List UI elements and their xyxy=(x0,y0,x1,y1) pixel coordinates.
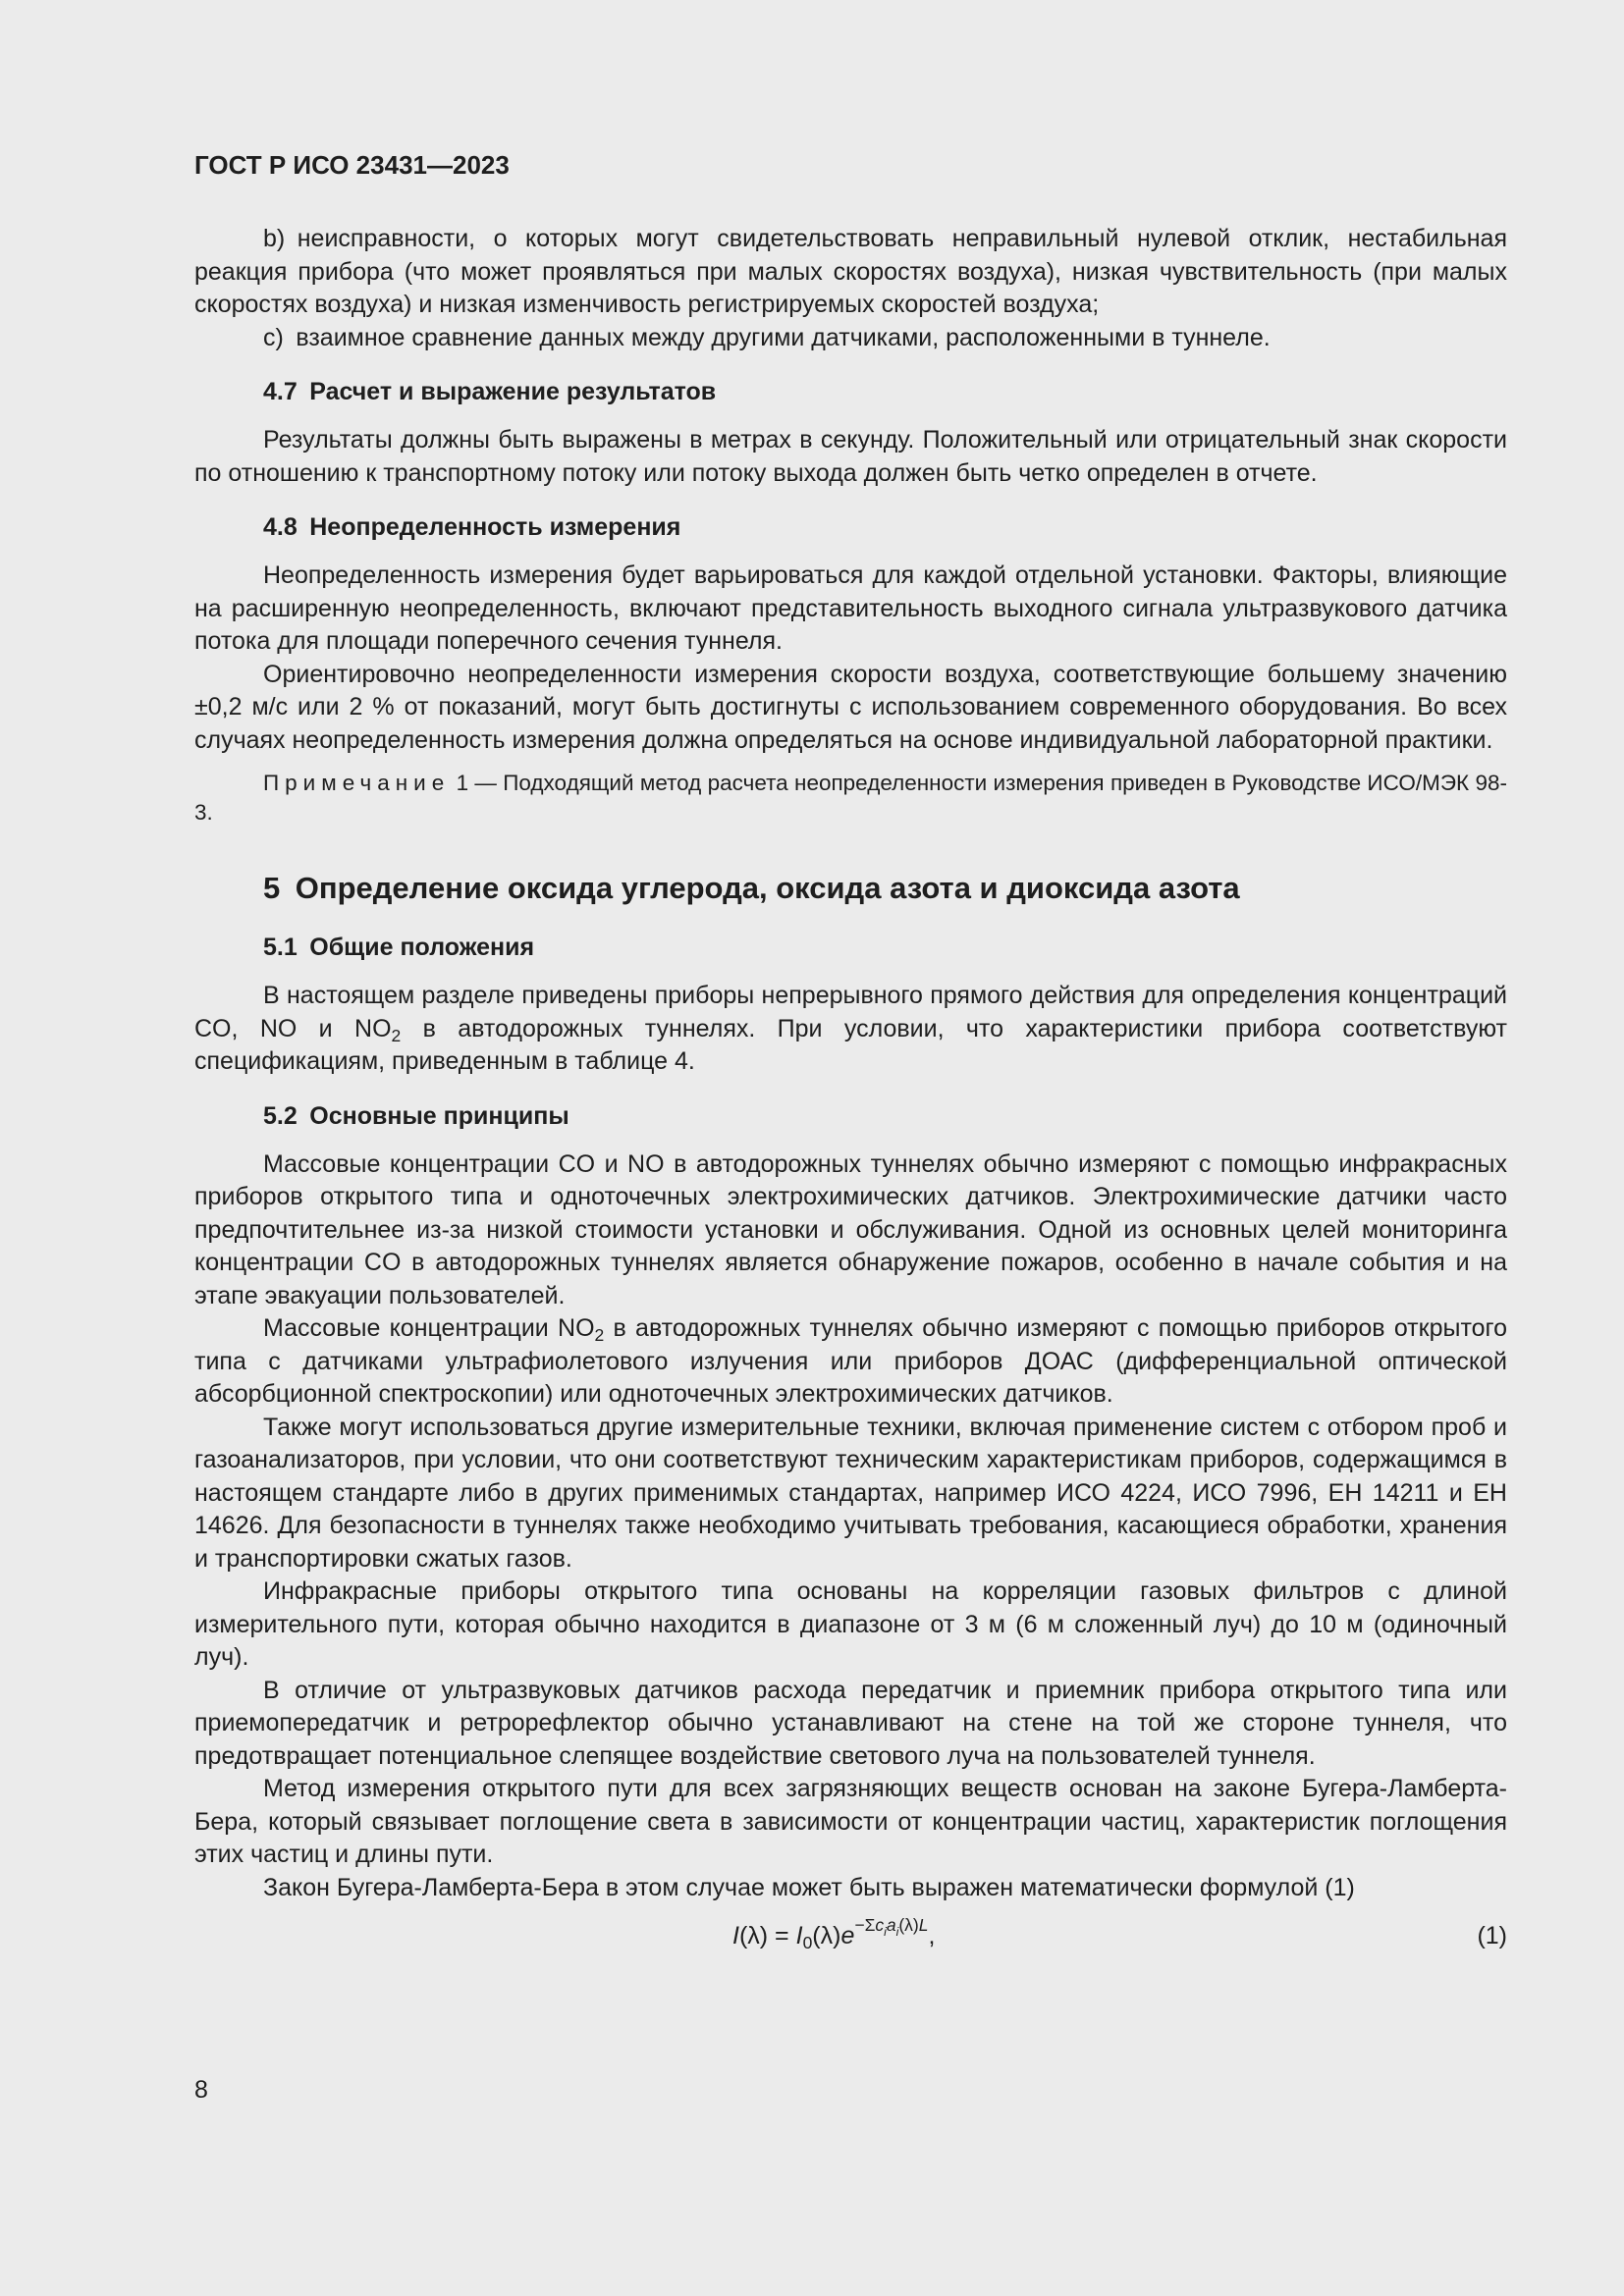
paragraph: Закон Бугера-Ламберта-Бера в этом случае может быть выражен математически формулой (1) xyxy=(263,1873,1355,1901)
formula-number: (1) xyxy=(1477,1922,1507,1949)
paragraph: Неопределенность измерения будет варьироваться для каждой отдельной установки. Факторы, влияющие на расширенную неопределенность, включают представительность выходного сигнала ультразвукового датчика потока для площади поперечного сечения туннеля. xyxy=(194,561,1507,655)
section-heading-5-2: 5.2 Основные принципы xyxy=(263,1101,569,1130)
paragraph: Результаты должны быть выражены в метрах в секунду. Положительный или отрицательный знак скорости по отношению к транспортному потоку или потоку выхода должен быть четко определен в отчете. xyxy=(194,426,1507,487)
page-content xyxy=(194,145,1507,1957)
list-item-c: c) взаимное сравнение данных между другими датчиками, расположенными в туннеле. xyxy=(263,323,1271,351)
note xyxy=(194,769,1507,828)
paragraph: Массовые концентрации CO и NO в автодорожных туннелях обычно измеряют с помощью инфракрасных приборов открытого типа и одноточечных электрохимических датчиков. Электрохимические датчики часто предпочтительнее из-за низкой стоимости установки и обслуживания. Одной из основных целей мониторинга концентрации CO в автодорожных туннелях является обнаружение пожаров, особенно в начале события и на этапе эвакуации пользователей. xyxy=(194,1149,1507,1309)
section-heading-5: 5 Определение оксида углерода, оксида азота и диоксида азота xyxy=(263,871,1240,905)
paragraph: В настоящем разделе приведены приборы непрерывного прямого действия для определения концентраций CO, NO и $NO_2$ в автодорожных туннелях. При условии, что характеристики прибора соответствуют спецификациям, приведенным в таблице 4. xyxy=(194,982,1507,1075)
list-item-b: b) неисправности, о которых могут свидетельствовать неправильный нулевой отклик, нестабильная реакция прибора (что может проявляться при малых скоростях воздуха), низкая чувствительность (при малых скоростях воздуха) и низкая изменчивость регистрируемых скоростей воздуха; xyxy=(194,225,1507,318)
formula-1 xyxy=(194,1914,1507,1957)
section-heading-5-1: 5.1 Общие положения xyxy=(263,934,535,961)
section-heading-4-8: 4.8 Неопределенность измерения xyxy=(263,513,681,541)
note-text: 1 — Подходящий метод расчета неопределенности измерения приведен в Руководстве ИСО/МЭК 98-3. xyxy=(194,771,1507,825)
paragraph: Метод измерения открытого пути для всех загрязняющих веществ основан на законе Бугера-Ламберта-Бера, который связывает поглощение света в зависимости от концентрации частиц, характеристик поглощения этих частиц и длины пути. xyxy=(194,1775,1507,1868)
paragraph: Также могут использоваться другие измерительные техники, включая применение систем с отбором проб и газоанализаторов, при условии, что они соответствуют техническим характеристикам приборов, содержащимся в настоящем стандарте либо в других применимых стандартах, например ИСО 4224, ИСО 7996, ЕН 14211 и ЕН 14626. Для безопасности в туннелях также необходимо учитывать требования, касающиеся обработки, хранения и транспортировки сжатых газов. xyxy=(194,1413,1507,1573)
formula-expression: $I(\lambda) = I_0(\lambda)e^{-\Sigma c_ia_i(\lambda)L}$, xyxy=(732,1915,936,1952)
paragraph: Инфракрасные приборы открытого типа основаны на корреляции газовых фильтров с длиной измерительного пути, которая обычно находится в диапазоне от 3 м (6 м сложенный луч) до 10 м (одиночный луч). xyxy=(194,1577,1507,1671)
paragraph: В отличие от ультразвуковых датчиков расхода передатчик и приемник прибора открытого типа или приемопередатчик и ретрорефлектор обычно устанавливают на стене на той же стороне туннеля, что предотвращает потенциальное слепящее воздействие светового луча на пользователей туннеля. xyxy=(194,1676,1507,1770)
paragraph: Ориентировочно неопределенности измерения скорости воздуха, соответствующие большему значению ±0,2 м/с или 2 % от показаний, могут быть достигнуты с использованием современного оборудования. Во всех случаях неопределенность измерения должна определяться на основе индивидуальной лабораторной практики. xyxy=(194,660,1507,754)
document-header: ГОСТ Р ИСО 23431—2023 xyxy=(194,150,510,180)
page-number: 8 xyxy=(194,2076,208,2104)
note-label: Примечание xyxy=(263,771,451,795)
paragraph: Массовые концентрации $NO_2$ в автодорожных туннелях обычно измеряют с помощью приборов открытого типа с датчиками ультрафиолетового излучения или приборов ДОАС (дифференциальной оптической абсорбционной спектроскопии) или одноточечных электрохимических датчиков. xyxy=(194,1314,1507,1408)
section-heading-4-7: 4.7 Расчет и выражение результатов xyxy=(263,378,717,405)
